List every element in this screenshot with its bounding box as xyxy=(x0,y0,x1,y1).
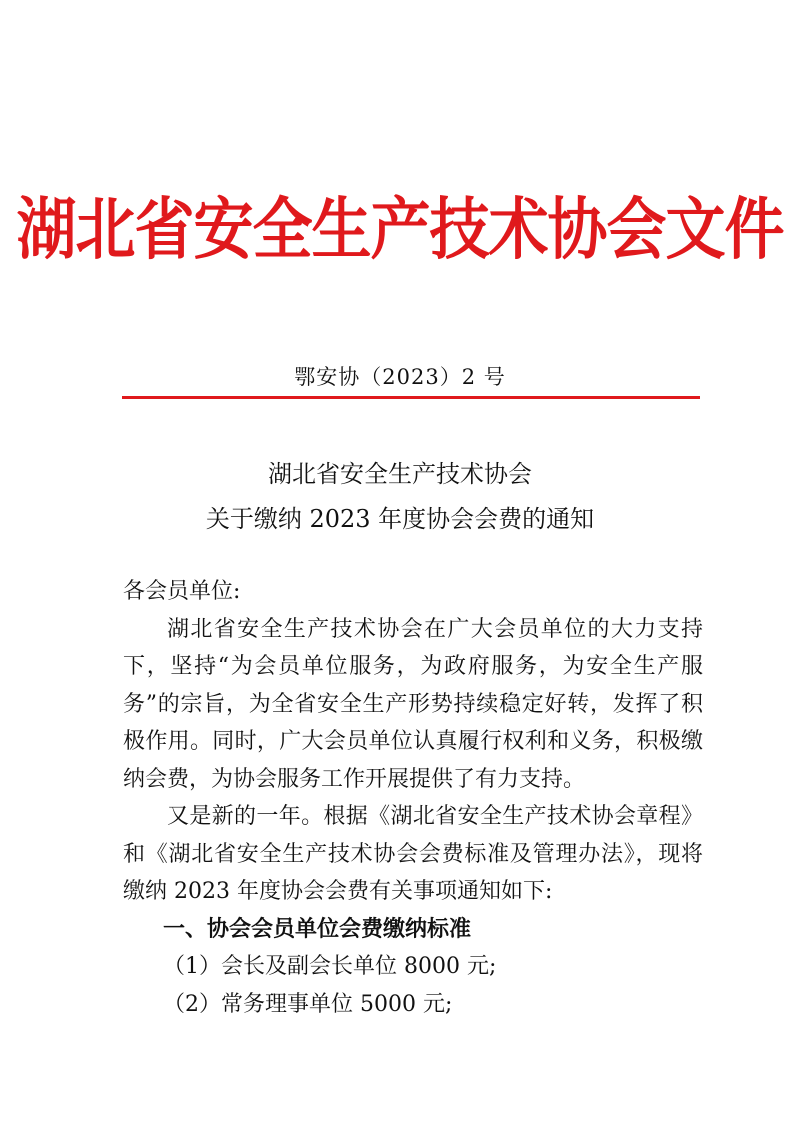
salutation: 各会员单位: xyxy=(123,579,241,604)
fee-item-2: （2）常务理事单位 5000 元; xyxy=(163,991,453,1017)
fee-item-1: （1）会长及副会长单位 8000 元; xyxy=(163,954,497,979)
notice-title-line2: 关于缴纳 2023 年度协会会费的通知 xyxy=(205,505,595,533)
red-divider-line xyxy=(122,396,700,399)
notice-body xyxy=(123,573,703,1023)
masthead-title: 湖北省安全生产技术协会文件 xyxy=(16,190,784,270)
paragraph-2: 又是新的一年。根据《湖北省安全生产技术协会章程》和《湖北省安全生产技术协会会费标准及管理办法》，现将缴纳 2023 年度协会会费有关事项通知如下: xyxy=(123,804,703,904)
section-1-heading: 一、协会会员单位会费缴纳标准 xyxy=(163,916,472,942)
notice-title-line1: 湖北省安全生产技术协会 xyxy=(268,460,532,488)
document-number: 鄂安协（2023）2 号 xyxy=(294,365,506,389)
paragraph-1: 湖北省安全生产技术协会在广大会员单位的大力支持下，坚持“为会员单位服务，为政府服务，为安全生产服务”的宗旨，为全省安全生产形势持续稳定好转，发挥了积极作用。同时，广大会员单位认真履行权利和义务，积极缴纳会费，为协会服务工作开展提供了有力支持。 xyxy=(123,616,703,792)
